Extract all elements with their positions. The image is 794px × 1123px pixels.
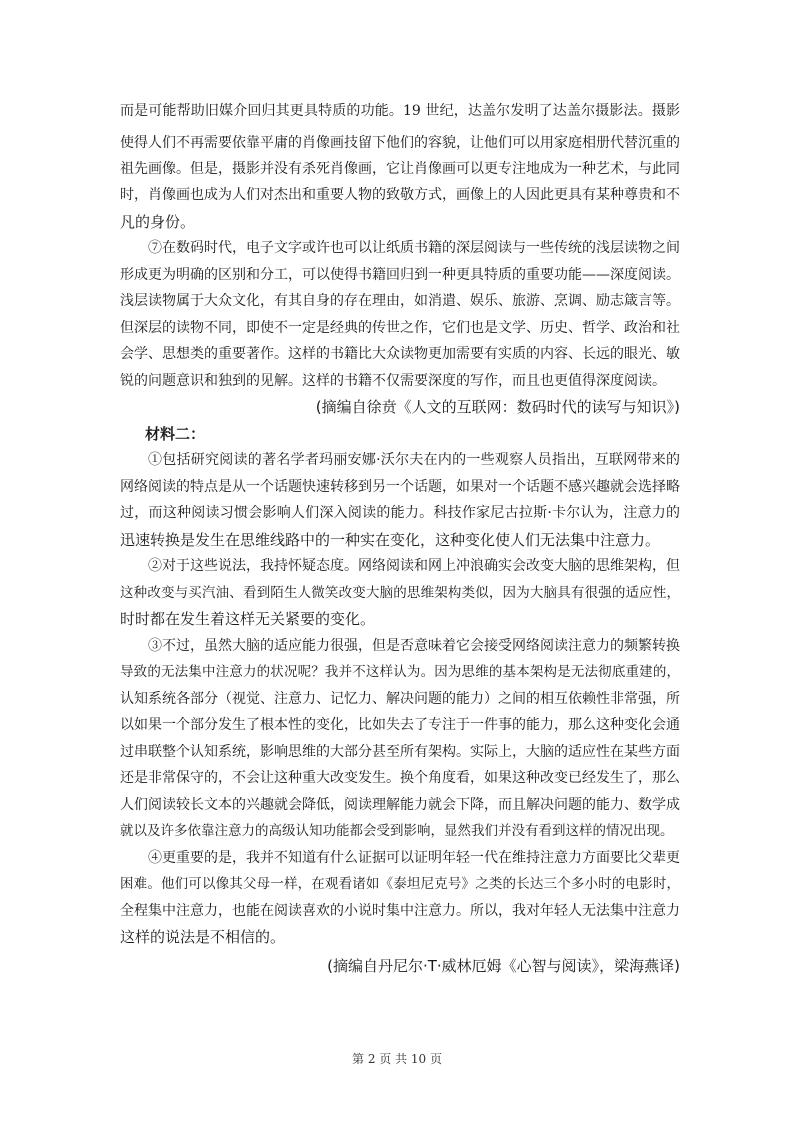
text-line: 这种改变与买汽油、看到陌生人微笑改变大脑的思维架构类似，因为大脑具有很强的适应性， <box>120 585 680 601</box>
text-line: 而是可能帮助旧媒介回归其更具特质的功能。19 世纪，达盖尔发明了达盖尔摄影法。摄影 <box>120 103 680 119</box>
text-line: ②对于这些说法，我持怀疑态度。网络阅读和网上冲浪确实会改变大脑的思维架构，但 <box>148 558 680 574</box>
text-line: 凡的身份。 <box>120 213 196 231</box>
page-footer: 第 2 页 共 10 页 <box>352 1052 442 1066</box>
text-line: 过，而这种阅读习惯会影响人们深入阅读的能力。科技作家尼古拉斯·卡尔认为，注意力的 <box>120 505 680 521</box>
text-line: 祖先画像。但是，摄影并没有杀死肖像画，它让肖像画可以更专注地成为一种艺术，与此同 <box>120 161 680 177</box>
text-line: 还是非常保守的，不会让这种重大改变发生。换个角度看，如果这种改变已经发生了，那么 <box>120 770 680 786</box>
text-line: 时，肖像画也成为人们对杰出和重要人物的致敬方式，画像上的人因此更具有某种尊贵和不 <box>120 187 680 203</box>
text-line: 导致的无法集中注意力的状况呢？我并不这样认为。因为思维的基本架构是无法彻底重建的， <box>120 664 680 680</box>
text-line: ④更重要的是，我并不知道有什么证据可以证明年轻一代在维持注意力方面要比父辈更 <box>148 850 680 866</box>
text-line: ①包括研究阅读的著名学者玛丽安娜·沃尔夫在内的一些观察人员指出，互联网带来的 <box>148 452 680 468</box>
text-line: 以如果一个部分发生了根本性的变化，比如失去了专注于一件事的能力，那么这种变化会通 <box>120 717 680 733</box>
text-line: 就以及许多依靠注意力的高级认知功能都会受到影响，显然我们并没有看到这样的情况出现。 <box>120 823 674 839</box>
text-line: 过串联整个认知系统，影响思维的大部分甚至所有架构。实际上，大脑的适应性在某些方面 <box>120 744 680 760</box>
text-line: 困难。他们可以像其父母一样，在观看诸如《泰坦尼克号》之类的长达三个多小时的电影时， <box>120 876 680 892</box>
text-line: 浅层读物属于大众文化，有其自身的存在理由，如消遣、娱乐、旅游、烹调、励志箴言等。 <box>120 293 680 309</box>
source-citation: (摘编自丹尼尔·T·威林厄姆《心智与阅读》，梁海燕译) <box>327 957 680 975</box>
text-line: ⑦在数码时代，电子文字或许也可以让纸质书籍的深层阅读与一些传统的浅层读物之间 <box>148 240 680 256</box>
text-line: 会学、思想类的重要著作。这样的书籍比大众读物更加需要有实质的内容、长远的眼光、敏 <box>120 346 680 362</box>
text-line: 认知系统各部分（视觉、注意力、记忆力、解决问题的能力）之间的相互依赖性非常强，所 <box>120 691 680 707</box>
section-heading: 材料二： <box>145 425 206 443</box>
source-citation: (摘编自徐贲《人文的互联网：数码时代的读写与知识》) <box>315 398 680 416</box>
text-line: 迅速转换是发生在思维线路中的一种实在变化，这种变化使人们无法集中注意力。 <box>120 531 661 549</box>
text-line: 全程集中注意力，也能在阅读喜欢的小说时集中注意力。所以，我对年轻人无法集中注意力 <box>120 903 680 919</box>
text-line: 锐的问题意识和独到的见解。这样的书籍不仅需要深度的写作，而且也更值得深度阅读。 <box>120 373 666 389</box>
text-line: 使得人们不再需要依靠平庸的肖像画技留下他们的容貌，让他们可以用家庭相册代替沉重的 <box>120 135 680 151</box>
text-line: 这样的说法是不相信的。 <box>120 928 286 946</box>
text-line: ③不过，虽然大脑的适应能力很强，但是否意味着它会接受网络阅读注意力的频繁转换 <box>148 638 680 654</box>
text-line: 形成更为明确的区别和分工，可以使得书籍回归到一种更具特质的重要功能——深度阅读。 <box>120 267 680 283</box>
text-line: 时时都在发生着这样无关紧要的变化。 <box>120 610 376 628</box>
text-line: 网络阅读的特点是从一个话题快速转移到另一个话题，如果对一个话题不感兴趣就会选择略 <box>120 479 680 495</box>
text-line: 但深层的读物不同，即使不一定是经典的传世之作，它们也是文学、历史、哲学、政治和社 <box>120 320 680 336</box>
text-line: 人们阅读较长文本的兴趣就会降低，阅读理解能力就会下降，而且解决问题的能力、数学成 <box>120 797 680 813</box>
